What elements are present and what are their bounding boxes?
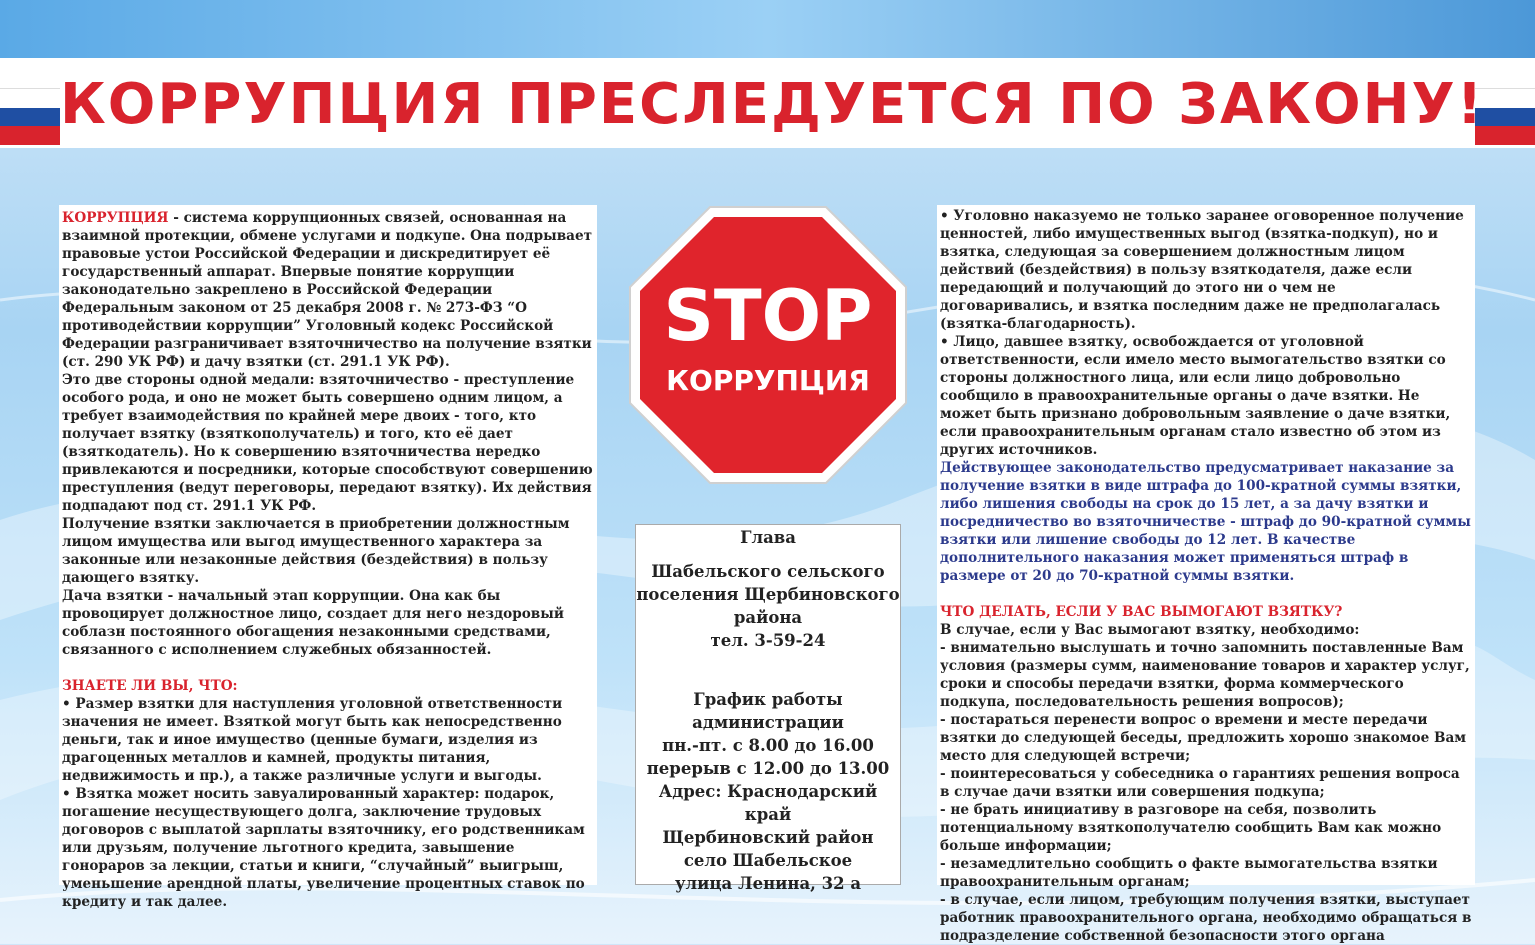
head-title: Глава xyxy=(740,528,796,547)
flag-stripe-red xyxy=(1475,126,1535,145)
administration-contact-panel xyxy=(635,524,901,893)
address-line-2: Щербиновский район xyxy=(662,828,874,847)
flag-stripe-blue xyxy=(0,108,60,127)
schedule-title: График работы администрации xyxy=(692,690,844,732)
corruption-intro: - система коррупционных связей, основанная на взаимной протекции, обмене услугами и подкупе. Она подрывает правовые устои Российской Федерации и дискредитирует её государственный аппарат. Впервые понятие коррупции законодательно закреплено в Российской Федерации Федеральным законом от 25 декабря 2008 г. № 273-ФЗ “О противодействии коррупции” Уголовный кодекс Российской Федерации разграничивает взяточничество на получение взятки (ст. 290 УК РФ) и дачу взятки (ст. 291.1 УК РФ). xyxy=(62,210,593,370)
left-paragraph-3: Получение взятки заключается в приобретении должностным лицом имущества или выгод имущественного характера за законные или незаконные действия (бездействия) в пользу дающего взятку. xyxy=(62,516,570,586)
what-to-do-heading: ЧТО ДЕЛАТЬ, ЕСЛИ У ВАС ВЫМОГАЮТ ВЗЯТКУ? xyxy=(940,604,1343,620)
left-info-panel xyxy=(59,205,597,910)
top-banner-strip xyxy=(0,0,1535,58)
know-heading: ЗНАЕТЕ ЛИ ВЫ, ЧТО: xyxy=(62,678,238,694)
flag-stripe-white xyxy=(1475,88,1535,108)
page-title: КОРРУПЦИЯ ПРЕСЛЕДУЕТСЯ ПО ЗАКОНУ! xyxy=(60,72,1485,137)
corruption-term: КОРРУПЦИЯ xyxy=(62,210,169,226)
address-line-3: село Шабельское xyxy=(683,851,853,870)
flag-stripe-white xyxy=(0,88,60,108)
left-paragraph-4: Дача взятки - начальный этап коррупции. Она как бы провоцирует должностное лицо, создает для него нездоровый соблазн постоянного обогащения незаконными средствами, связанного с исполнением служебных обязанностей. xyxy=(62,588,564,658)
penalty-paragraph: Действующее законодательство предусматривает наказание за получение взятки в виде штрафа до 100-кратной суммы взятки, либо лишения свободы на срок до 15 лет, а за дачу взятки и посредничество во взяточничестве - штраф до 90-кратной суммы взятки или лишение свободы до 12 лет. В качестве дополнительного наказания может применяться штраф в размере от 20 до 70-кратной суммы взятки. xyxy=(940,460,1471,584)
what-to-do-intro: В случае, если у Вас вымогают взятку, необходимо: xyxy=(940,622,1360,638)
what-to-do-item: - постараться перенести вопрос о времени и месте передачи взятки до следующей беседы, предложить хорошо знакомое Вам место для следующей встречи; xyxy=(940,712,1467,764)
what-to-do-item: - в случае, если лицом, требующим получения взятки, выступает работник правоохранительного органа, необходимо обращаться в подразделение собственной безопасности этого органа xyxy=(940,892,1472,944)
what-to-do-item: - незамедлительно сообщить о факте вымогательства взятки правоохранительным органам; xyxy=(940,856,1438,890)
stop-word: STOP xyxy=(663,275,873,357)
settlement-name: Шабельского сельского поселения Щербиновского района xyxy=(636,562,900,627)
flag-stripe-blue xyxy=(1475,108,1535,127)
work-hours: пн.-пт. с 8.00 до 16.00 xyxy=(662,736,874,755)
russian-flag-left xyxy=(0,88,60,144)
right-bullet-1: • Уголовно наказуемо не только заранее оговоренное получение ценностей, либо имущественных выгод (взятка-подкуп), но и взятка, следующая за совершением должностным лицом действий (бездействия) в пользу взяткодателя, даже если передающий и получающий до этого ни о чем не договаривались, и взятка последним даже не предполагалась (взятка-благодарность). xyxy=(940,208,1464,332)
know-item-1: • Размер взятки для наступления уголовной ответственности значения не имеет. Взяткой могут быть как непосредственно деньги, так и иное имущество (ценные бумаги, изделия из драгоценных металлов и камней, продукты питания, недвижимость и пр.), а также различные услуги и выгоды. xyxy=(62,696,563,784)
what-to-do-item: - не брать инициативу в разговоре на себя, позволить потенциальному взяткополучателю сообщить Вам как можно больше информации; xyxy=(940,802,1442,854)
corruption-definition xyxy=(62,209,594,371)
know-item-2: • Взятка может носить завуалированный характер: подарок, погашение несуществующего долга, заключение трудовых договоров с выплатой зарплаты взяточнику, его родственникам или друзьям, получение льготного кредита, завышение гонораров за лекции, статьи и книги, “случайный” выигрыш, уменьшение арендной платы, увеличение процентных ставок по кредиту и так далее. xyxy=(62,786,585,910)
address-line-4: улица Ленина, 32 а xyxy=(674,874,862,893)
flag-stripe-red xyxy=(0,126,60,145)
russian-flag-right xyxy=(1475,88,1535,144)
left-paragraph-2: Это две стороны одной медали: взяточничество - преступление особого рода, и оно не может быть совершено одним лицом, а требует взаимодействия по крайней мере двоих - того, кто получает взятку (взяткополучатель) и того, кто её дает (взяткодатель). Но к совершению взяточничества нередко привлекаются и посредники, которые способствуют совершению преступления (ведут переговоры, передают взятку). Их действия подпадают под ст. 291.1 УК РФ. xyxy=(62,372,593,514)
address-line-1: Адрес: Краснодарский край xyxy=(658,782,878,824)
stop-subtitle: КОРРУПЦИЯ xyxy=(666,364,870,397)
what-to-do-item: - внимательно выслушать и точно запомнить поставленные Вам условия (размеры сумм, наименование товаров и характер услуг, сроки и способы передачи взятки, форма коммерческого подкупа, последовательность решения вопросов); xyxy=(940,640,1470,710)
break-hours: перерыв с 12.00 до 13.00 xyxy=(646,759,890,778)
stop-sign-icon xyxy=(628,205,908,485)
right-info-panel xyxy=(937,205,1475,944)
what-to-do-item: - поинтересоваться у собеседника о гарантиях решения вопроса в случае дачи взятки или совершения подкупа; xyxy=(940,766,1460,800)
right-bullet-2: • Лицо, давшее взятку, освобождается от уголовной ответственности, если имело место вымогательство взятки со стороны должностного лица, или если лицо добровольно сообщило в правоохранительные органы о даче взятки. Не может быть признано добровольным заявление о даче взятки, если правоохранительным органам стало известно об этом из других источников. xyxy=(940,334,1451,458)
phone-number: тел. 3-59-24 xyxy=(710,631,826,650)
